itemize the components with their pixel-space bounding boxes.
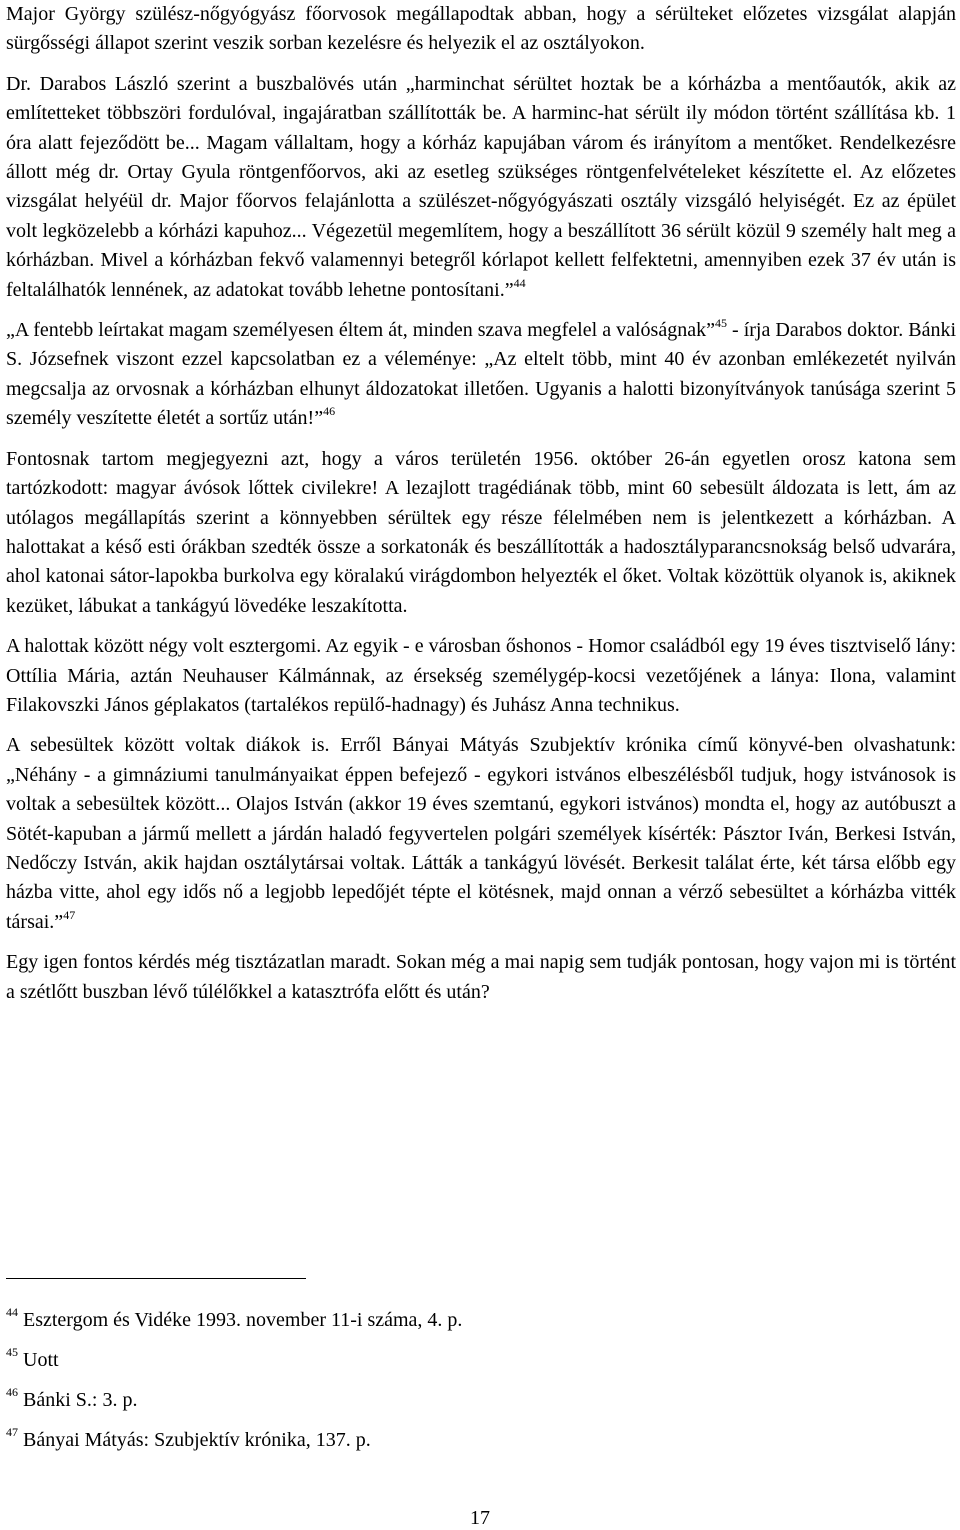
page-number: 17 (470, 1507, 490, 1529)
text-segment: Dr. Darabos László szerint a buszbalövés után „harminchat sérültet hoztak be a kórházba a mentőautók, akik az említetteket többszöri fordulóval, ingajáratban szállították be. A harminc-hat sérült ily módon történt szállítása kb. 1 óra alatt fejeződött be... Magam vállaltam, hogy a kórház kapujában várom és irányítom a mentőket. Rendelkezésre állott még dr. Ortay Gyula röntgenfőorvos, aki az esetleg szükséges röntgenfelvételeket készítette el. Az előzetes vizsgálat helyéül dr. Major főorvos felajánlotta a szülészet-nőgyógyászati osztály vizsgáló helyiségét. Ez az épület volt legközelebb a kórházi kapuhoz... Végezetül megemlítem, hogy a beszállított 36 sérült közül 9 személy halt meg a kórházban. Mivel a kórházban fekvő valamennyi betegről kórlapot kellett felfektetni, amennyiben ezek 37 év után is feltalálhatók lennének, az adatokat tovább lehetne pontosítani.” (6, 72, 956, 301)
paragraph-4 (6, 445, 956, 621)
text-segment: „A fentebb leírtakat magam személyesen éltem át, minden szava megfelel a valóságnak” (6, 319, 715, 342)
footnote-46 (6, 1380, 906, 1420)
footnote-ref-46: 46 (323, 404, 336, 419)
footnote-separator (6, 1278, 306, 1279)
paragraph-3 (6, 316, 956, 434)
text-segment: Egy igen fontos kérdés még tisztázatlan maradt. Sokan még a mai napig sem tudják pontosan, hogy vajon mi is történt a szétlőtt buszban lévő túlélőkkel a katasztrófa előtt és után? (6, 951, 956, 1003)
footnote-number: 45 (6, 1345, 18, 1359)
footnote-44 (6, 1300, 906, 1340)
footnote-text: Bányai Mátyás: Szubjektív krónika, 137. p. (23, 1429, 371, 1451)
footnote-number: 46 (6, 1385, 18, 1399)
paragraph-2 (6, 70, 956, 305)
footnote-text: Bánki S.: 3. p. (23, 1389, 138, 1411)
footnote-number: 44 (6, 1305, 18, 1319)
footnote-45 (6, 1340, 906, 1380)
body-text (6, 0, 956, 1007)
paragraph-1 (6, 0, 956, 59)
footnote-47 (6, 1420, 906, 1460)
text-segment: - írja Darabos doktor. Bánki S. Józsefnek viszont ezzel kapcsolatban ez a véleménye: „Az eltelt több, mint 40 év azonban emlékezetét nyilván megcsalja az orvosnak a kórházban elhunyt áldozatokat illetően. Ugyanis a halotti bizonyítványok tanúsága szerint 5 személy veszítette életét a sortűz után!” (6, 319, 956, 430)
footnote-text: Esztergom és Vidéke 1993. november 11-i száma, 4. p. (23, 1309, 463, 1331)
text-segment: Major György szülész-nőgyógyász főorvosok megállapodtak abban, hogy a sérülteket előzetes vizsgálat alapján sürgősségi állapot szerint veszik sorban kezelésre és helyezik el az osztályokon. (6, 3, 956, 55)
footnote-ref-47: 47 (63, 907, 76, 922)
footnotes (6, 1300, 906, 1460)
paragraph-5 (6, 632, 956, 720)
footnote-text: Uott (23, 1349, 59, 1371)
footnote-ref-44: 44 (513, 275, 526, 290)
text-segment: A sebesültek között voltak diákok is. Erről Bányai Mátyás Szubjektív krónika című könyvé-ben olvashatunk: „Néhány - a gimnáziumi tanulmányaikat éppen befejező - egykori istvános elbeszélésből tudjuk, hogy istvánosok is voltak a sebesültek között... Olajos István (akkor 19 éves szemtanú, egykori istvános) mondta el, hogy az autóbuszt a Sötét-kapuban a jármű mellett a járdán haladó fegyvertelen polgári személyek kísérték: Pásztor Iván, Berkesi István, Nedőczy István, akik hajdan osztálytársai voltak. Látták a tankágyú lövését. Berkesit találat érte, két társa előbb egy házba vitte, ahol egy idős nő a legjobb lepedőjét tépte el kötésnek, majd onnan a vérző sebesültet a kórházba vitték társai.” (6, 734, 956, 933)
paragraph-6 (6, 731, 956, 937)
text-segment: Fontosnak tartom megjegyezni azt, hogy a város területén 1956. október 26-án egyetlen orosz katona sem tartózkodott: magyar ávósok lőttek civilekre! A lezajlott tragédiának több, mint 60 sebesült áldozata is lett, ám az utólagos megállapítás szerint a könnyebben sérültek egy része félelmében nem is jelentkezett a kórházban. A halottakat a késő esti órákban szedték össze a sorkatonák és beszállították a hadosztályparancsnokság belső udvarára, ahol katonai sátor-lapokba burkolva egy köralakú virágdombon helyezték el őket. Voltak közöttük olyanok is, akiknek kezüket, lábukat a tankágyú lövedéke leszakította. (6, 447, 956, 617)
footnote-number: 47 (6, 1425, 18, 1439)
text-segment: A halottak között négy volt esztergomi. Az egyik - e városban őshonos - Homor családból egy 19 éves tisztviselő lány: Ottília Mária, aztán Neuhauser Kálmánnak, az érsekség személygép-kocsi vezetőjének a lánya: Ilona, valamint Filakovszki János géplakatos (tartalékos repülő-hadnagy) és Juhász Anna technikus. (6, 635, 956, 716)
footnote-ref-45: 45 (714, 316, 727, 331)
paragraph-7 (6, 948, 956, 1007)
